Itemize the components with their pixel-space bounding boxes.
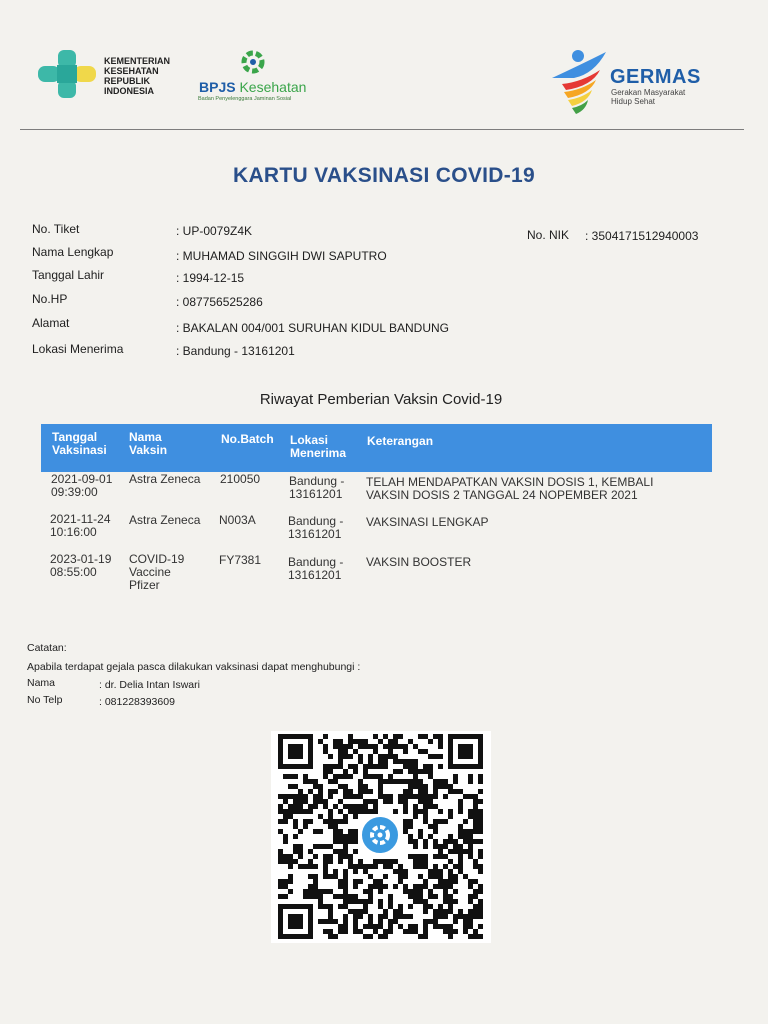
row-location: Bandung - 13161201	[289, 474, 345, 501]
germas-wordmark: GERMAS	[610, 66, 701, 88]
ticket-value: : UP-0079Z4K	[176, 224, 253, 238]
row-location: Bandung - 13161201	[288, 555, 344, 582]
notes-line: Apabila terdapat gejala pasca dilakukan vaksinasi dapat menghubungi :	[27, 661, 361, 673]
row-date: 2023-01-19 08:55:00	[50, 552, 112, 579]
row-note: TELAH MENDAPATKAN VAKSIN DOSIS 1, KEMBALI VAKSIN DOSIS 2 TANGGAL 24 NOPEMBER 2021	[366, 475, 654, 502]
column-header-date: Tanggal Vaksinasi	[52, 430, 107, 457]
row-batch: N003A	[219, 513, 256, 527]
nik-label: No. NIK	[527, 228, 570, 242]
row-batch: 210050	[220, 472, 261, 486]
contact-phone-label: No Telp	[27, 694, 63, 706]
row-date: 2021-09-01 09:39:00	[51, 472, 113, 499]
row-note: VAKSIN BOOSTER	[366, 555, 472, 569]
row-batch: FY7381	[219, 553, 262, 567]
header-divider	[20, 129, 744, 130]
nik-value: : 3504171512940003	[585, 229, 699, 243]
row-note: VAKSINASI LENGKAP	[366, 515, 489, 529]
peduli-lindungi-badge	[359, 814, 401, 856]
germas-logo-icon	[548, 44, 610, 116]
row-vaccine: Astra Zeneca	[129, 513, 201, 527]
full-name-label: Nama Lengkap	[32, 245, 114, 259]
location-value: : Bandung - 13161201	[176, 344, 295, 358]
address-label: Alamat	[32, 316, 70, 330]
column-header-batch: No.Batch	[221, 432, 274, 446]
bpjs-wordmark: BPJS Kesehatan	[199, 79, 307, 95]
notes-heading: Catatan:	[27, 642, 67, 654]
kemenkes-logo-icon	[36, 48, 100, 100]
address-value: : BAKALAN 004/001 SURUHAN KIDUL BANDUNG	[176, 321, 449, 335]
bpjs-subtitle: Badan Penyelenggara Jaminan Sosial	[198, 96, 292, 102]
contact-name-label: Nama	[27, 677, 56, 689]
birth-date-label: Tanggal Lahir	[32, 268, 105, 282]
column-header-note: Keterangan	[367, 434, 434, 448]
germas-subtitle: Gerakan Masyarakat Hidup Sehat	[611, 88, 686, 106]
ticket-label: No. Tiket	[32, 222, 80, 236]
phone-value: : 087756525286	[176, 295, 263, 309]
column-header-vaccine: Nama Vaksin	[129, 430, 168, 457]
bpjs-logo-icon	[237, 46, 269, 78]
contact-name-value: : dr. Delia Intan Iswari	[99, 679, 200, 691]
card-title: KARTU VAKSINASI COVID-19	[232, 164, 535, 187]
phone-label: No.HP	[32, 292, 68, 306]
contact-phone-value: : 081228393609	[99, 696, 175, 708]
row-date: 2021-11-24 10:16:00	[50, 512, 111, 539]
row-location: Bandung - 13161201	[288, 514, 344, 541]
kemenkes-label: KEMENTERIAN KESEHATAN REPUBLIK INDONESIA	[104, 56, 171, 96]
birth-date-value: : 1994-12-15	[176, 271, 245, 285]
full-name-value: : MUHAMAD SINGGIH DWI SAPUTRO	[176, 249, 387, 263]
row-vaccine: Astra Zeneca	[129, 472, 201, 486]
row-vaccine: COVID-19 Vaccine Pfizer	[129, 552, 185, 592]
column-header-location: Lokasi Menerima	[290, 433, 347, 460]
location-label: Lokasi Menerima	[32, 342, 124, 356]
peduli-lindungi-icon	[362, 817, 398, 853]
history-title: Riwayat Pemberian Vaksin Covid-19	[259, 391, 503, 408]
